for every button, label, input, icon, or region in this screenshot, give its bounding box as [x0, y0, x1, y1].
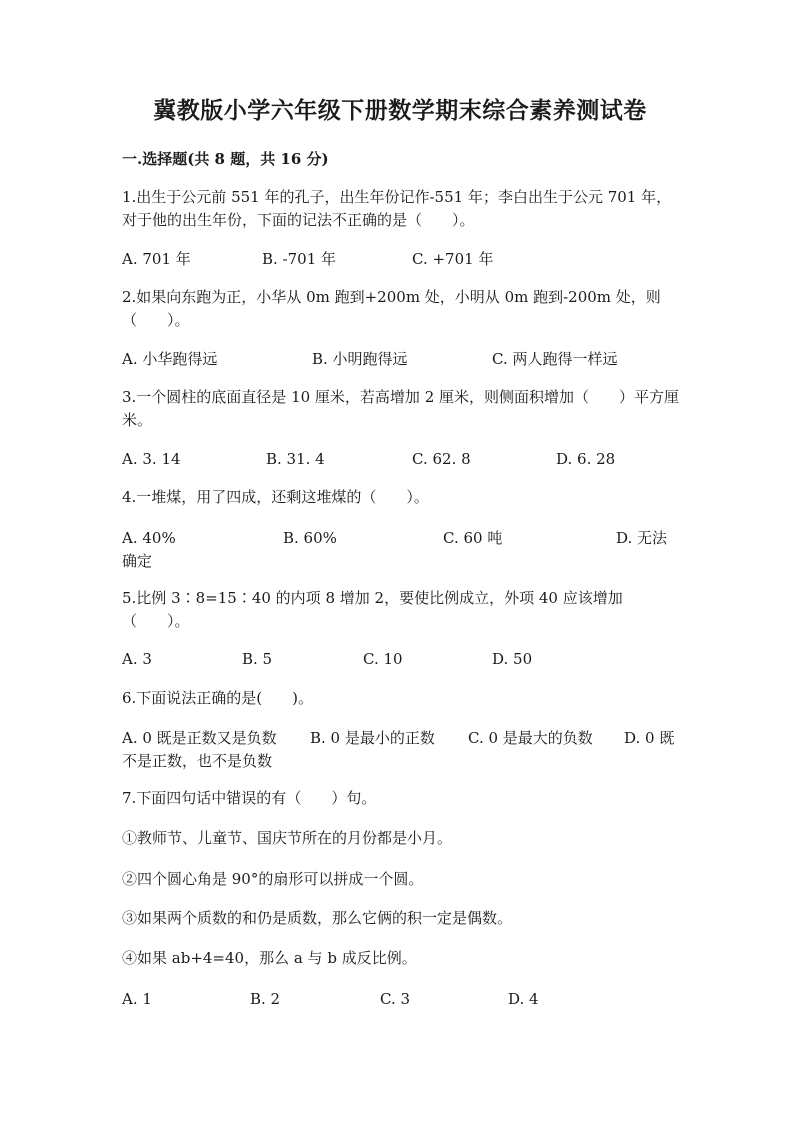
- question-2-option-c[interactable]: C. 两人跑得一样远: [492, 350, 618, 368]
- question-7-option-d[interactable]: D. 4: [508, 990, 539, 1008]
- question-5-option-d[interactable]: D. 50: [492, 650, 533, 668]
- question-5-option-c[interactable]: C. 10: [363, 650, 403, 668]
- question-3-stem: 3.一个圆柱的底面直径是 10 厘米，若高增加 2 厘米，则侧面积增加（ ）平方厘米。: [122, 388, 680, 429]
- question-3-option-d[interactable]: D. 6. 28: [556, 450, 616, 468]
- question-6-stem: 6.下面说法正确的是( )。: [122, 689, 314, 707]
- question-1-option-a[interactable]: A. 701 年: [122, 250, 191, 268]
- question-7-option-b[interactable]: B. 2: [250, 990, 281, 1008]
- section-header: 一.选择题(共 8 题，共 16 分): [122, 150, 329, 168]
- question-6-option-a[interactable]: A. 0 既是正数又是负数: [122, 729, 277, 747]
- question-2-option-a[interactable]: A. 小华跑得远: [122, 350, 218, 368]
- question-4-option-a[interactable]: A. 40%: [122, 529, 176, 547]
- question-4-option-c[interactable]: C. 60 吨: [443, 529, 503, 547]
- question-7-statement-2: ②四个圆心角是 90°的扇形可以拼成一个圆。: [122, 870, 424, 888]
- question-5-option-b[interactable]: B. 5: [242, 650, 273, 668]
- question-6-option-c[interactable]: C. 0 是最大的负数: [468, 729, 593, 747]
- question-6-option-d[interactable]: D. 0 既不是正数，也不是负数: [122, 729, 675, 770]
- question-1-option-b[interactable]: B. -701 年: [262, 250, 337, 268]
- question-5-option-a[interactable]: A. 3: [122, 650, 152, 668]
- question-7-option-c[interactable]: C. 3: [380, 990, 411, 1008]
- question-3-option-c[interactable]: C. 62. 8: [412, 450, 471, 468]
- question-6-option-b[interactable]: B. 0 是最小的正数: [310, 729, 435, 747]
- question-7-stem: 7.下面四句话中错误的有（ ）句。: [122, 789, 377, 807]
- question-7-statement-4: ④如果 ab+4=40，那么 a 与 b 成反比例。: [122, 949, 417, 967]
- question-7-option-a[interactable]: A. 1: [122, 990, 152, 1008]
- question-2-option-b[interactable]: B. 小明跑得远: [312, 350, 408, 368]
- question-4-stem: 4.一堆煤，用了四成，还剩这堆煤的（ ）。: [122, 488, 429, 506]
- question-2-stem: 2.如果向东跑为正，小华从 0m 跑到+200m 处，小明从 0m 跑到-200m 处，则（ ）。: [122, 288, 661, 329]
- question-5-stem: 5.比例 3∶8=15∶40 的内项 8 增加 2，要使比例成立，外项 40 应该增加（ ）。: [122, 589, 623, 630]
- question-7-statement-1: ①教师节、儿童节、国庆节所在的月份都是小月。: [122, 829, 453, 847]
- question-4-option-d[interactable]: D. 无法确定: [122, 529, 668, 570]
- exam-title: 冀教版小学六年级下册数学期末综合素养测试卷: [153, 97, 647, 124]
- question-1-stem: 1.出生于公元前 551 年的孔子，出生年份记作-551 年；李白出生于公元 701 年，对于他的出生年份，下面的记法不正确的是（ ）。: [122, 188, 672, 229]
- question-3-option-b[interactable]: B. 31. 4: [266, 450, 325, 468]
- question-7-statement-3: ③如果两个质数的和仍是质数，那么它俩的积一定是偶数。: [122, 909, 513, 927]
- question-1-option-c[interactable]: C. +701 年: [412, 250, 494, 268]
- question-3-option-a[interactable]: A. 3. 14: [122, 450, 181, 468]
- question-4-option-b[interactable]: B. 60%: [283, 529, 337, 547]
